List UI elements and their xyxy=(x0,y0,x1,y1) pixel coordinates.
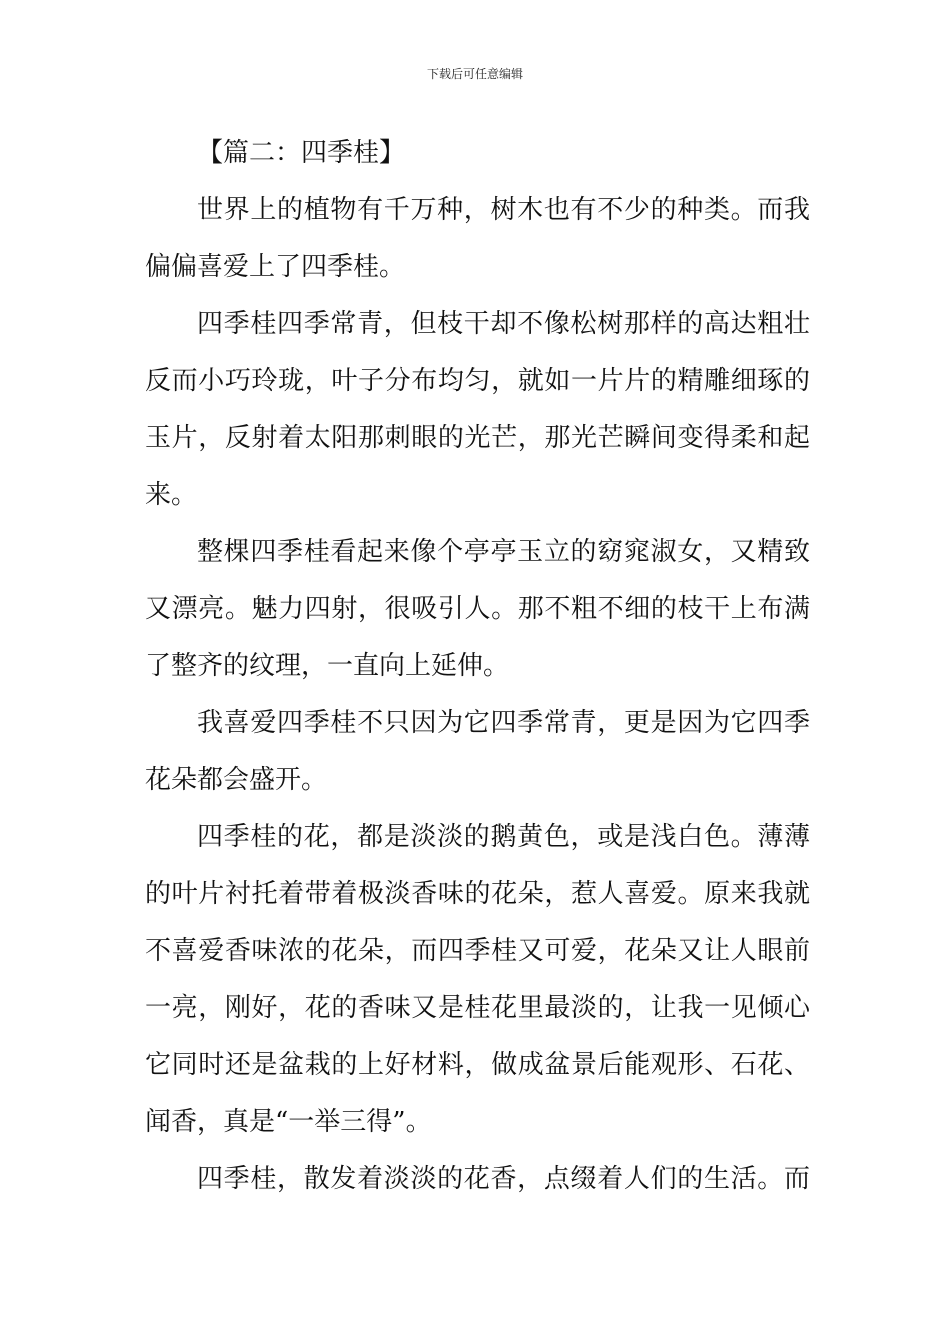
paragraph-line: 四季桂，散发着淡淡的花香，点缀着人们的生活。而 xyxy=(197,1164,810,1194)
paragraph-line: 我喜爱四季桂不只因为它四季常青，更是因为它四季 xyxy=(197,708,810,738)
paragraph xyxy=(145,809,810,1151)
document-body xyxy=(145,125,810,1208)
paragraph-line: 的叶片衬托着带着极淡香味的花朵，惹人喜爱。原来我就 xyxy=(145,879,810,909)
section-title: 【篇二：四季桂】 xyxy=(197,138,406,168)
paragraph-line: 又漂亮。魅力四射，很吸引人。那不粗不细的枝干上布满 xyxy=(145,594,810,624)
paragraph xyxy=(145,182,810,296)
paragraph-line: 玉片，反射着太阳那刺眼的光芒，那光芒瞬间变得柔和起 xyxy=(145,423,810,453)
paragraph-line: 来。 xyxy=(145,480,198,510)
paragraph-line: 四季桂四季常青，但枝干却不像松树那样的高达粗壮 xyxy=(197,309,810,339)
page-header: 下载后可任意编辑 xyxy=(426,67,523,81)
paragraph-line: 不喜爱香味浓的花朵，而四季桂又可爱，花朵又让人眼前 xyxy=(145,936,810,966)
paragraph-line: 了整齐的纹理，一直向上延伸。 xyxy=(145,651,510,681)
paragraph-line: 整棵四季桂看起来像个亭亭玉立的窈窕淑女，又精致 xyxy=(197,537,810,567)
paragraph-line: 花朵都会盛开。 xyxy=(145,765,328,795)
paragraph-line: 四季桂的花，都是淡淡的鹅黄色，或是浅白色。薄薄 xyxy=(197,822,810,852)
paragraph-line: 反而小巧玲珑，叶子分布均匀，就如一片片的精雕细琢的 xyxy=(145,366,810,396)
paragraph xyxy=(145,1151,810,1208)
paragraph-line: 一亮，刚好，花的香味又是桂花里最淡的，让我一见倾心 xyxy=(145,993,810,1023)
paragraph xyxy=(145,695,810,809)
paragraph-line: 闻香，真是“一举三得”。 xyxy=(145,1107,432,1137)
paragraph-line: 偏偏喜爱上了四季桂。 xyxy=(145,252,406,282)
paragraph-line: 世界上的植物有千万种，树木也有不少的种类。而我 xyxy=(197,195,810,225)
paragraph-line: 它同时还是盆栽的上好材料，做成盆景后能观形、石花、 xyxy=(145,1050,810,1080)
paragraph xyxy=(145,296,810,524)
paragraph xyxy=(145,524,810,695)
